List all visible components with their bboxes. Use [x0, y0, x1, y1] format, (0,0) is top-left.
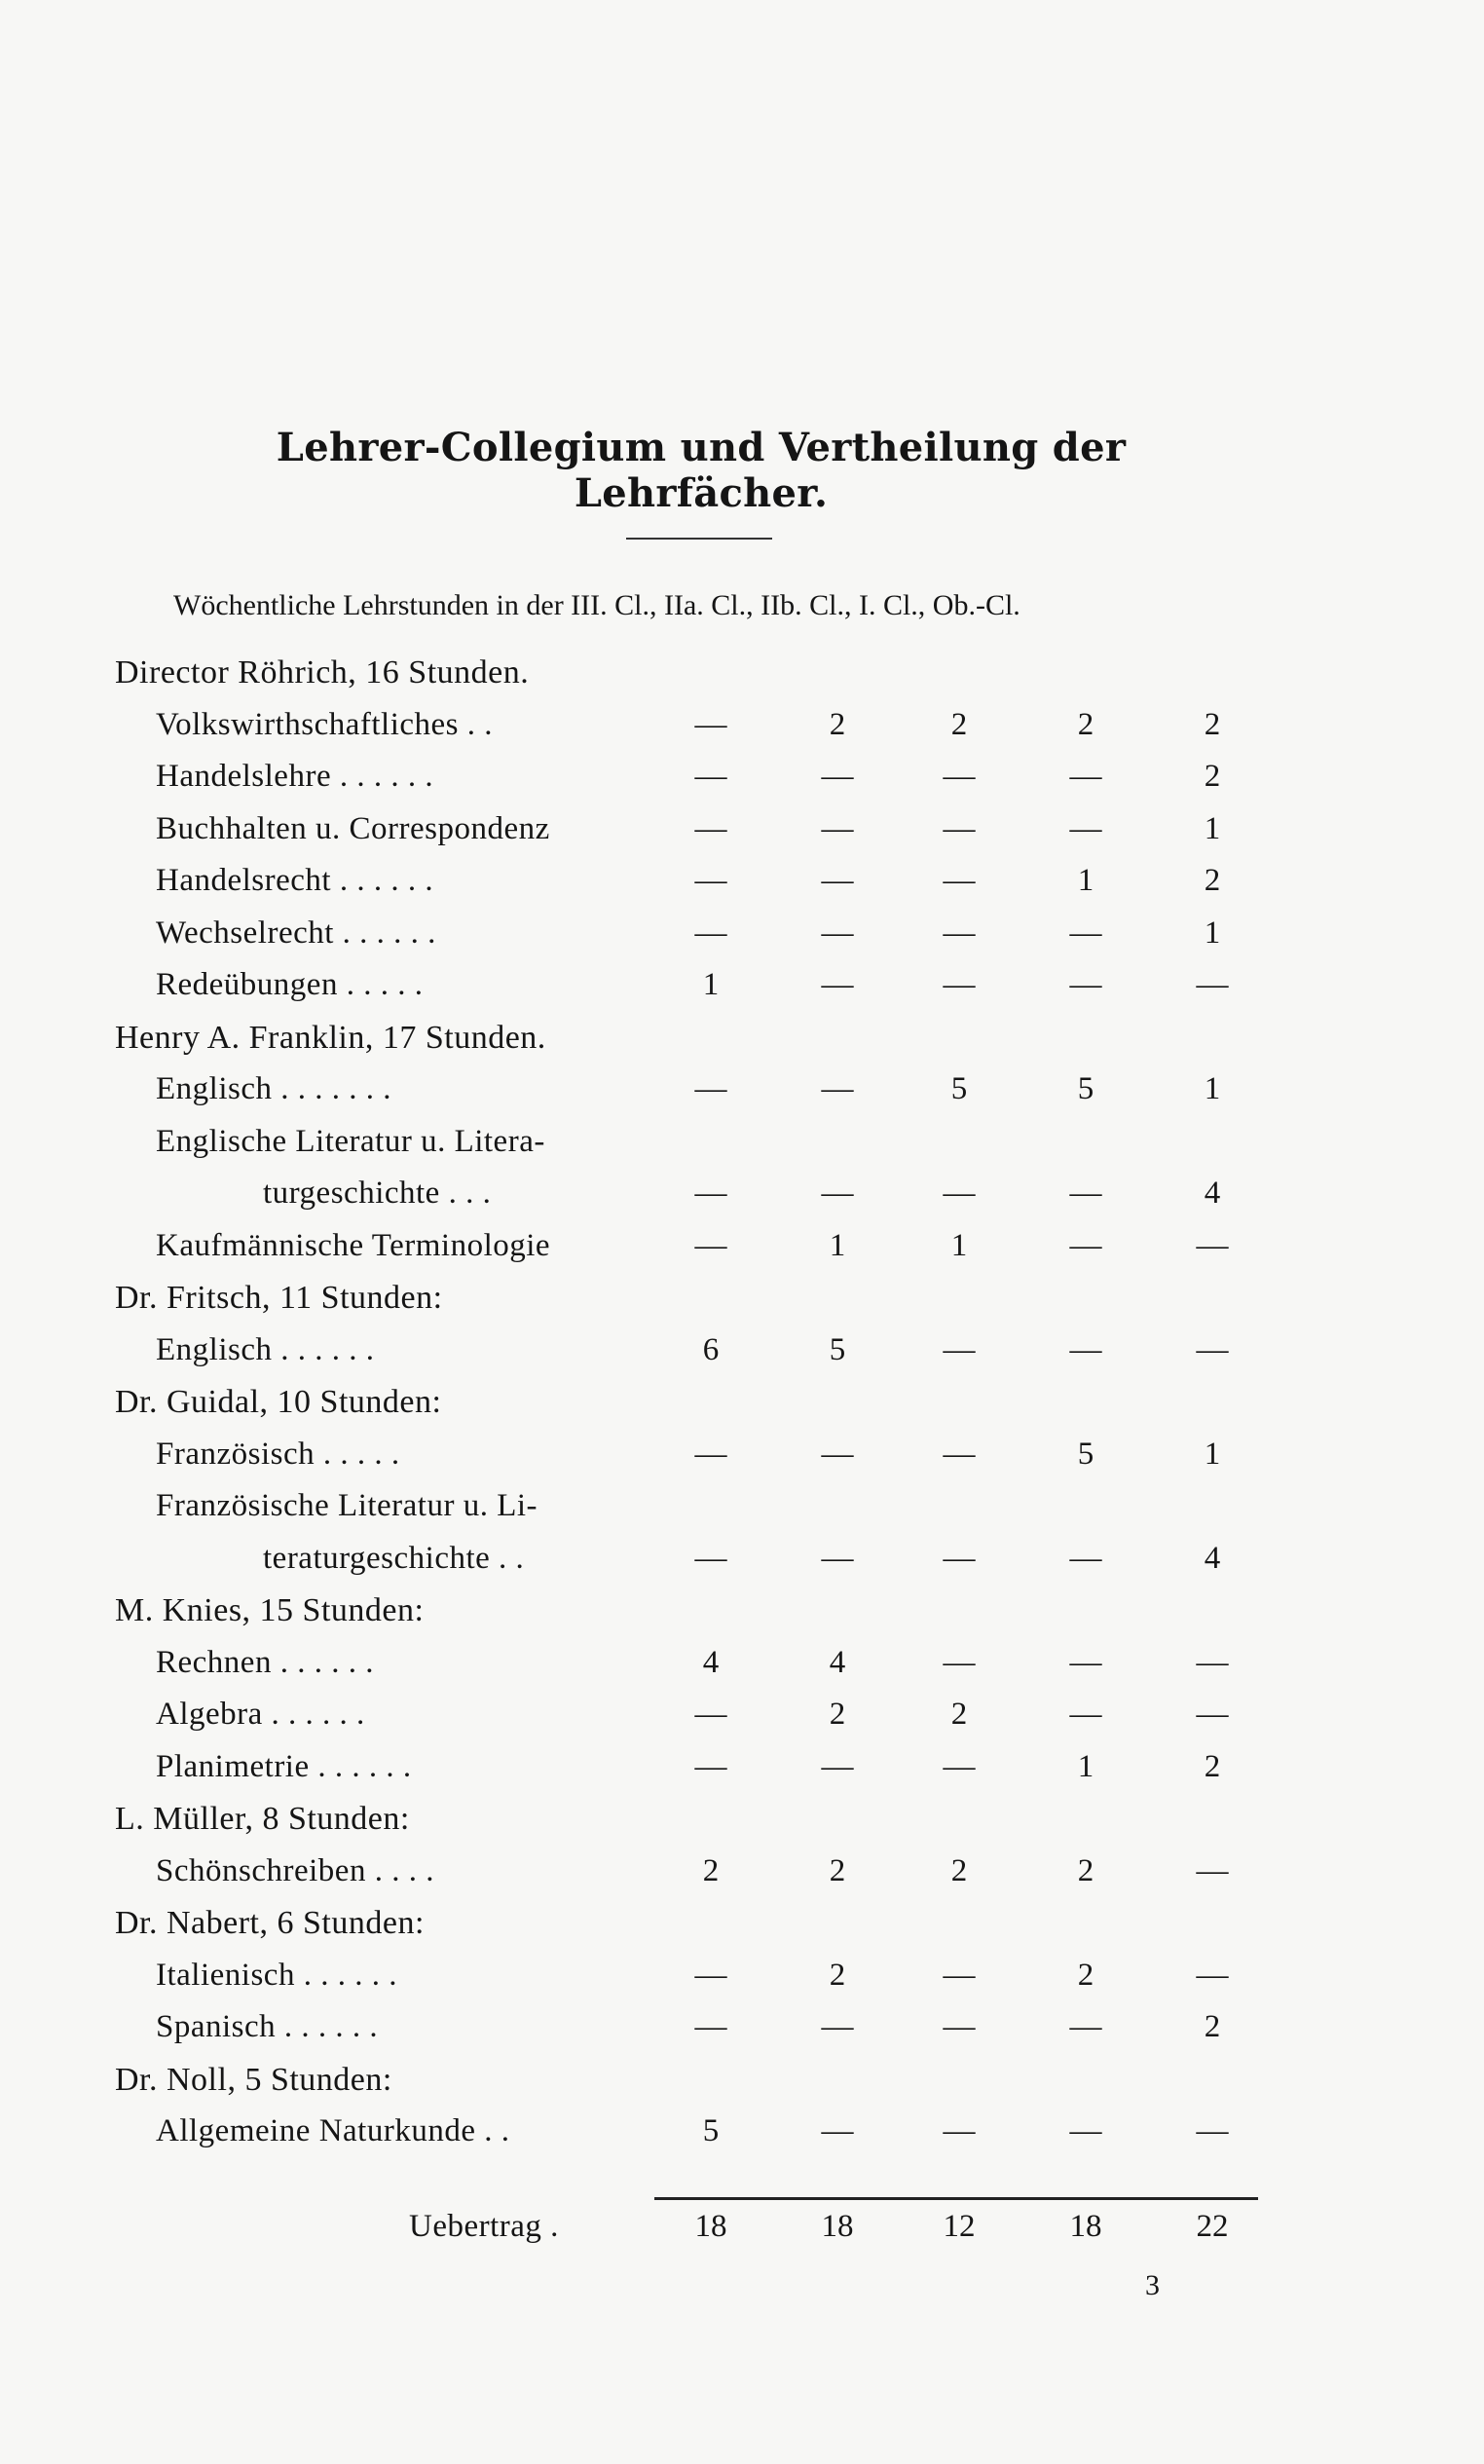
teacher-label: Dr. Guidal, 10 Stunden:: [115, 1384, 442, 1420]
hours-cell: 6: [702, 1331, 720, 1367]
hours-cell: 4: [1204, 1176, 1221, 1211]
subject-label: Schönschreiben . . . .: [156, 1852, 434, 1888]
subject-label: Englisch . . . . . .: [156, 1331, 375, 1367]
subject-row: [0, 1176, 1363, 1224]
page-number: 3: [1145, 2269, 1160, 2301]
subject-row: [0, 1645, 1363, 1694]
subject-row: [0, 1541, 1363, 1589]
subject-label: Englische Literatur u. Litera-: [156, 1123, 545, 1159]
total-cell: 18: [694, 2209, 727, 2244]
hours-cell: —: [943, 1957, 976, 1993]
hours-cell: 2: [829, 1852, 846, 1888]
hours-cell: 2: [1204, 863, 1221, 898]
total-cell: 18: [1069, 2209, 1102, 2244]
hours-cell: —: [943, 1436, 976, 1472]
hours-cell: 5: [1077, 1436, 1094, 1472]
total-cell: 18: [821, 2209, 854, 2244]
teacher-row: [115, 1280, 1283, 1328]
hours-cell: —: [1196, 1331, 1229, 1367]
subject-label: Planimetrie . . . . . .: [156, 1748, 412, 1784]
hours-cell: —: [1069, 1176, 1102, 1211]
hours-cell: —: [694, 1748, 727, 1784]
subject-row: [0, 759, 1363, 807]
hours-cell: —: [943, 2009, 976, 2044]
subject-row: [0, 1124, 1363, 1173]
subject-label: Buchhalten u. Correspondenz: [156, 810, 550, 846]
hours-cell: 2: [1077, 706, 1094, 742]
subject-row: [0, 1853, 1363, 1902]
hours-cell: —: [821, 810, 854, 846]
hours-cell: 1: [1204, 1436, 1221, 1472]
subject-label: Volkswirthschaftliches . .: [156, 706, 494, 742]
hours-cell: —: [943, 2113, 976, 2148]
hours-cell: —: [694, 915, 727, 951]
hours-cell: —: [1196, 1957, 1229, 1993]
hours-cell: —: [821, 863, 854, 898]
hours-cell: —: [821, 1071, 854, 1106]
sum-rule: [654, 2197, 1258, 2200]
subject-row: [0, 967, 1363, 1016]
teacher-row: [115, 1592, 1283, 1641]
hours-cell: 2: [1204, 759, 1221, 794]
teacher-row: [115, 1384, 1283, 1433]
subject-row: [0, 1958, 1363, 2006]
column-header: Wöchentliche Lehrstunden in der III. Cl., IIa. Cl., IIb. Cl., I. Cl., Ob.-Cl.: [173, 589, 1020, 621]
hours-cell: 4: [702, 1644, 720, 1680]
hours-cell: 5: [829, 1331, 846, 1367]
subject-row: [0, 1749, 1363, 1798]
subject-row: [0, 2009, 1363, 2058]
subject-label: Redeübungen . . . . .: [156, 967, 424, 1002]
hours-cell: —: [1069, 967, 1102, 1002]
hours-cell: —: [1069, 915, 1102, 951]
hours-cell: —: [1069, 1697, 1102, 1732]
subject-label: Allgemeine Naturkunde . .: [156, 2113, 510, 2148]
teacher-label: Dr. Fritsch, 11 Stunden:: [115, 1280, 443, 1316]
hours-cell: —: [694, 1957, 727, 1993]
hours-cell: 5: [950, 1071, 968, 1106]
subject-label: turgeschichte . . .: [263, 1176, 492, 1211]
total-label: Uebertrag .: [409, 2209, 559, 2244]
hours-cell: 1: [829, 1227, 846, 1263]
hours-cell: 2: [1077, 1957, 1094, 1993]
hours-cell: —: [943, 1331, 976, 1367]
hours-cell: —: [1069, 810, 1102, 846]
teacher-label: L. Müller, 8 Stunden:: [115, 1801, 410, 1837]
subject-label: Englisch . . . . . . .: [156, 1071, 391, 1106]
hours-cell: —: [1069, 1644, 1102, 1680]
subject-label: Italienisch . . . . . .: [156, 1957, 397, 1993]
hours-cell: 2: [702, 1852, 720, 1888]
hours-cell: —: [694, 1071, 727, 1106]
subject-label: Handelsrecht . . . . . .: [156, 863, 434, 898]
hours-cell: —: [821, 2009, 854, 2044]
subject-row: [0, 1228, 1363, 1277]
total-cell: 12: [943, 2209, 976, 2244]
subject-row: [0, 2113, 1363, 2162]
hours-cell: 2: [1204, 1748, 1221, 1784]
hours-cell: —: [1069, 1227, 1102, 1263]
hours-cell: 2: [1204, 706, 1221, 742]
subject-label: Spanisch . . . . . .: [156, 2009, 379, 2044]
hours-cell: —: [1196, 2113, 1229, 2148]
subject-label: Französische Literatur u. Li-: [156, 1488, 538, 1523]
hours-cell: 1: [1077, 863, 1094, 898]
teacher-row: [115, 654, 1283, 703]
hours-cell: 2: [829, 1697, 846, 1732]
subject-label: Handelslehre . . . . . .: [156, 759, 434, 794]
hours-cell: 2: [950, 1697, 968, 1732]
hours-cell: —: [821, 1436, 854, 1472]
hours-cell: —: [694, 1227, 727, 1263]
hours-cell: —: [694, 1436, 727, 1472]
subject-row: [0, 707, 1363, 756]
total-row: [409, 2209, 1285, 2258]
hours-cell: —: [943, 1176, 976, 1211]
hours-cell: 2: [1077, 1852, 1094, 1888]
hours-cell: 2: [829, 706, 846, 742]
hours-cell: —: [1196, 1697, 1229, 1732]
subject-row: [0, 811, 1363, 860]
hours-cell: 2: [829, 1957, 846, 1993]
hours-cell: 1: [1204, 1071, 1221, 1106]
hours-cell: —: [694, 1697, 727, 1732]
hours-cell: —: [943, 967, 976, 1002]
hours-cell: —: [694, 863, 727, 898]
hours-cell: 2: [1204, 2009, 1221, 2044]
hours-cell: —: [1069, 759, 1102, 794]
hours-cell: —: [821, 1176, 854, 1211]
hours-cell: —: [1196, 1227, 1229, 1263]
hours-cell: —: [943, 1540, 976, 1576]
hours-cell: —: [821, 967, 854, 1002]
hours-cell: 1: [1204, 915, 1221, 951]
hours-cell: —: [1069, 1331, 1102, 1367]
hours-cell: 2: [950, 1852, 968, 1888]
hours-cell: —: [1069, 2009, 1102, 2044]
hours-cell: —: [694, 759, 727, 794]
teacher-row: [115, 1905, 1283, 1954]
subject-label: Kaufmännische Terminologie: [156, 1227, 551, 1263]
hours-cell: —: [821, 915, 854, 951]
hours-cell: —: [694, 1540, 727, 1576]
subject-row: [0, 1071, 1363, 1120]
hours-cell: 5: [702, 2113, 720, 2148]
hours-cell: —: [943, 810, 976, 846]
hours-cell: 5: [1077, 1071, 1094, 1106]
hours-cell: 1: [1077, 1748, 1094, 1784]
page-title: Lehrer-Collegium und Vertheilung der Lehrfächer.: [276, 425, 1127, 516]
hours-cell: 2: [950, 706, 968, 742]
hours-cell: —: [1069, 2113, 1102, 2148]
hours-cell: —: [943, 915, 976, 951]
hours-cell: 1: [702, 967, 720, 1002]
subject-row: [0, 915, 1363, 964]
subject-row: [0, 1697, 1363, 1745]
hours-cell: 4: [829, 1644, 846, 1680]
teacher-label: M. Knies, 15 Stunden:: [115, 1592, 425, 1628]
teacher-row: [115, 2062, 1283, 2110]
teacher-label: Henry A. Franklin, 17 Stunden.: [115, 1019, 546, 1056]
hours-cell: —: [943, 863, 976, 898]
subject-label: Algebra . . . . . .: [156, 1697, 365, 1732]
title-rule: [626, 538, 772, 540]
hours-cell: —: [1196, 1852, 1229, 1888]
subject-label: Rechnen . . . . . .: [156, 1644, 374, 1680]
hours-cell: —: [821, 759, 854, 794]
hours-cell: —: [943, 759, 976, 794]
hours-cell: —: [694, 2009, 727, 2044]
hours-cell: —: [1069, 1540, 1102, 1576]
hours-cell: —: [943, 1748, 976, 1784]
hours-cell: 1: [1204, 810, 1221, 846]
hours-cell: 4: [1204, 1540, 1221, 1576]
subject-label: Französisch . . . . .: [156, 1436, 400, 1472]
hours-cell: —: [821, 1748, 854, 1784]
subject-row: [0, 1332, 1363, 1381]
teacher-label: Dr. Noll, 5 Stunden:: [115, 2061, 392, 2098]
hours-cell: —: [943, 1644, 976, 1680]
subject-row: [0, 1488, 1363, 1537]
hours-cell: —: [821, 2113, 854, 2148]
subject-row: [0, 1437, 1363, 1485]
teacher-row: [115, 1801, 1283, 1849]
hours-cell: —: [1196, 967, 1229, 1002]
hours-cell: —: [694, 706, 727, 742]
hours-cell: —: [1196, 1644, 1229, 1680]
hours-cell: —: [694, 1176, 727, 1211]
hours-cell: 1: [950, 1227, 968, 1263]
teacher-label: Director Röhrich, 16 Stunden.: [115, 654, 530, 691]
teacher-label: Dr. Nabert, 6 Stunden:: [115, 1905, 425, 1941]
subject-label: Wechselrecht . . . . . .: [156, 915, 436, 951]
hours-cell: —: [821, 1540, 854, 1576]
subject-label: teraturgeschichte . .: [263, 1540, 525, 1576]
hours-cell: —: [694, 810, 727, 846]
teacher-row: [115, 1020, 1283, 1068]
subject-row: [0, 863, 1363, 912]
total-cell: 22: [1196, 2209, 1229, 2244]
